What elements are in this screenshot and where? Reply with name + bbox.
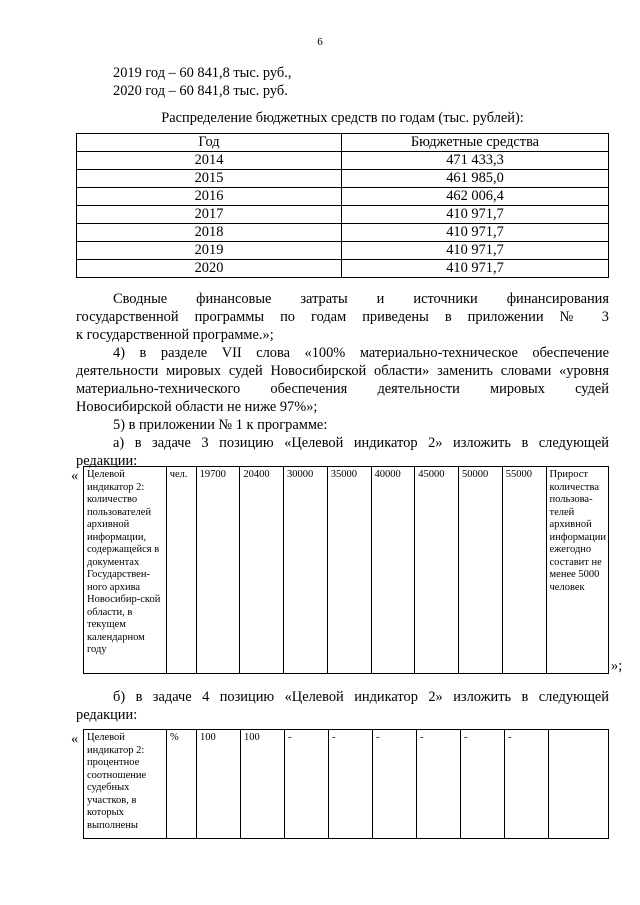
unit-cell: % bbox=[167, 730, 197, 839]
paragraph-line: деятельности мировых судей Новосибирской области» заменить словами «уровня bbox=[76, 363, 609, 379]
year-cell: 2017 bbox=[77, 206, 342, 224]
value-cell: - bbox=[285, 730, 329, 839]
budget-table bbox=[76, 133, 609, 278]
amount-cell: 462 006,4 bbox=[342, 188, 609, 206]
open-quote: « bbox=[71, 468, 79, 484]
year-cell: 2020 bbox=[77, 260, 342, 278]
value-cell: - bbox=[461, 730, 505, 839]
paragraph-line: государственной программы по годам приведены в приложении № 3 bbox=[76, 309, 609, 325]
indicator-table-b bbox=[83, 729, 609, 839]
table-row bbox=[77, 170, 609, 188]
table-header-row bbox=[77, 134, 609, 152]
paragraph-line: материально-технического обеспечения деятельности мировых судей bbox=[76, 381, 609, 397]
indicator-table-a bbox=[83, 466, 609, 674]
indicator-name-cell: Целевой индикатор 2: процентное соотношение судебных участков, в которых выполнены bbox=[84, 730, 167, 839]
value-cell: 100 bbox=[241, 730, 285, 839]
year-cell: 2018 bbox=[77, 224, 342, 242]
table-row bbox=[77, 260, 609, 278]
year-cell: 2015 bbox=[77, 170, 342, 188]
close-quote: »; bbox=[611, 658, 623, 674]
year-cell: 2019 bbox=[77, 242, 342, 260]
amount-cell: 410 971,7 bbox=[342, 206, 609, 224]
amount-cell: 461 985,0 bbox=[342, 170, 609, 188]
paragraph-line: а) в задаче 3 позицию «Целевой индикатор 2» изложить в следующей bbox=[113, 435, 609, 451]
table-row bbox=[84, 730, 609, 839]
paragraph-line: Новосибирской области не ниже 97%»; bbox=[76, 399, 318, 415]
unit-cell: чел. bbox=[166, 467, 196, 674]
paragraph-line: редакции: bbox=[76, 453, 138, 469]
amount-cell: 410 971,7 bbox=[342, 242, 609, 260]
paragraph-line: б) в задаче 4 позицию «Целевой индикатор 2» изложить в следующей bbox=[113, 689, 609, 705]
indicator-name-cell: Целевой индикатор 2: количество пользователей архивной информации, содержащейся в документах Государствен-ного архива Новосибир-ской области, в текущем календарном году bbox=[84, 467, 167, 674]
table-row bbox=[77, 152, 609, 170]
page-number: 6 bbox=[317, 36, 323, 48]
paragraph-line: 5) в приложении № 1 к программе: bbox=[113, 417, 328, 433]
year-cell: 2016 bbox=[77, 188, 342, 206]
value-cell: 20400 bbox=[240, 467, 284, 674]
value-cell: 30000 bbox=[284, 467, 328, 674]
paragraph-line: 4) в разделе VII слова «100% материально-техническое обеспечение bbox=[113, 345, 609, 361]
table-caption: Распределение бюджетных средств по годам (тыс. рублей): bbox=[161, 110, 524, 126]
table-row bbox=[77, 188, 609, 206]
value-cell: 50000 bbox=[458, 467, 502, 674]
value-cell: 19700 bbox=[196, 467, 240, 674]
value-cell: - bbox=[329, 730, 373, 839]
amount-cell: 471 433,3 bbox=[342, 152, 609, 170]
value-cell: - bbox=[417, 730, 461, 839]
paragraph-line: редакции: bbox=[76, 707, 138, 723]
column-header-year: Год bbox=[77, 134, 342, 152]
value-cell: 35000 bbox=[327, 467, 371, 674]
value-cell: - bbox=[505, 730, 549, 839]
column-header-amount: Бюджетные средства bbox=[342, 134, 609, 152]
value-cell: 100 bbox=[197, 730, 241, 839]
value-cell: - bbox=[373, 730, 417, 839]
intro-line: 2020 год – 60 841,8 тыс. руб. bbox=[113, 83, 288, 99]
table-row bbox=[77, 224, 609, 242]
note-cell bbox=[549, 730, 609, 839]
paragraph-line: к государственной программе.»; bbox=[76, 327, 274, 343]
paragraph-line: Сводные финансовые затраты и источники финансирования bbox=[113, 291, 609, 307]
year-cell: 2014 bbox=[77, 152, 342, 170]
note-cell: Прирост количества пользова-телей архивной информации ежегодно составит не менее 5000 человек bbox=[546, 467, 608, 674]
table-row bbox=[77, 206, 609, 224]
table-row bbox=[84, 467, 609, 674]
intro-line: 2019 год – 60 841,8 тыс. руб., bbox=[113, 65, 292, 81]
amount-cell: 410 971,7 bbox=[342, 224, 609, 242]
table-row bbox=[77, 242, 609, 260]
value-cell: 55000 bbox=[502, 467, 546, 674]
amount-cell: 410 971,7 bbox=[342, 260, 609, 278]
value-cell: 40000 bbox=[371, 467, 415, 674]
value-cell: 45000 bbox=[415, 467, 459, 674]
open-quote: « bbox=[71, 731, 79, 747]
